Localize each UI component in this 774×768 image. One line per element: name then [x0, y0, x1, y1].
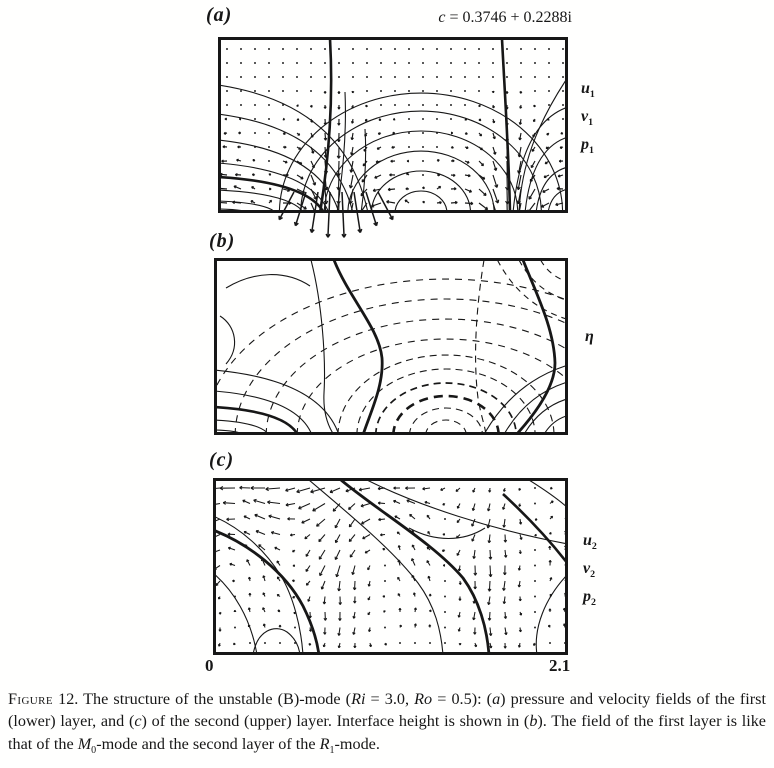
caption-Ri: Ri [351, 690, 366, 708]
figure-caption: Figure 12. The structure of the unstable (B)-mode (Ri = 3.0, Ro = 0.5): (a) pressure and velocity fields of the first (lower) layer, and (c) of the second (upper) layer. Interface height is shown in (b). The field of the first layer is like that of the $M_0$-mode and the second layer of the $R_1$-mode. [8, 690, 766, 756]
panel-c-label: (c) [209, 449, 235, 471]
x-axis-min-label: 0 [205, 656, 214, 675]
panel-c-field-labels [583, 532, 597, 616]
caption-Ro: Ro [414, 690, 433, 708]
caption-M-mode: M [77, 734, 92, 753]
panel-a-plot [218, 37, 568, 251]
caption-R-mode: R [319, 734, 330, 753]
field-label-v2: $v_2$ [583, 560, 596, 581]
panel-a-field-labels [581, 80, 595, 164]
caption-a-ref: a [492, 690, 501, 708]
eigenvalue-var: c [438, 9, 446, 26]
field-label-u2: $u_2$ [583, 532, 597, 553]
panel-b-plot [214, 258, 568, 438]
eigenvalue-annotation [330, 9, 572, 27]
field-label-v1: $v_1$ [581, 108, 594, 129]
field-label-p2: $p_2$ [583, 588, 596, 609]
caption-c-ref: c [134, 712, 142, 731]
panel-b-label: (b) [209, 230, 236, 252]
field-label-p1: $p_1$ [581, 136, 594, 157]
eigenvalue-value: = 0.3746 + 0.2288i [445, 9, 572, 26]
field-label-u1: $u_1$ [581, 80, 595, 101]
panel-c-plot [213, 478, 568, 658]
field-label-eta: η [585, 328, 594, 345]
caption-b-ref: b [529, 712, 538, 731]
x-axis-max-label: 2.1 [549, 656, 571, 675]
panel-a-label: (a) [206, 4, 233, 26]
caption-figure-word: Figure [8, 690, 54, 708]
